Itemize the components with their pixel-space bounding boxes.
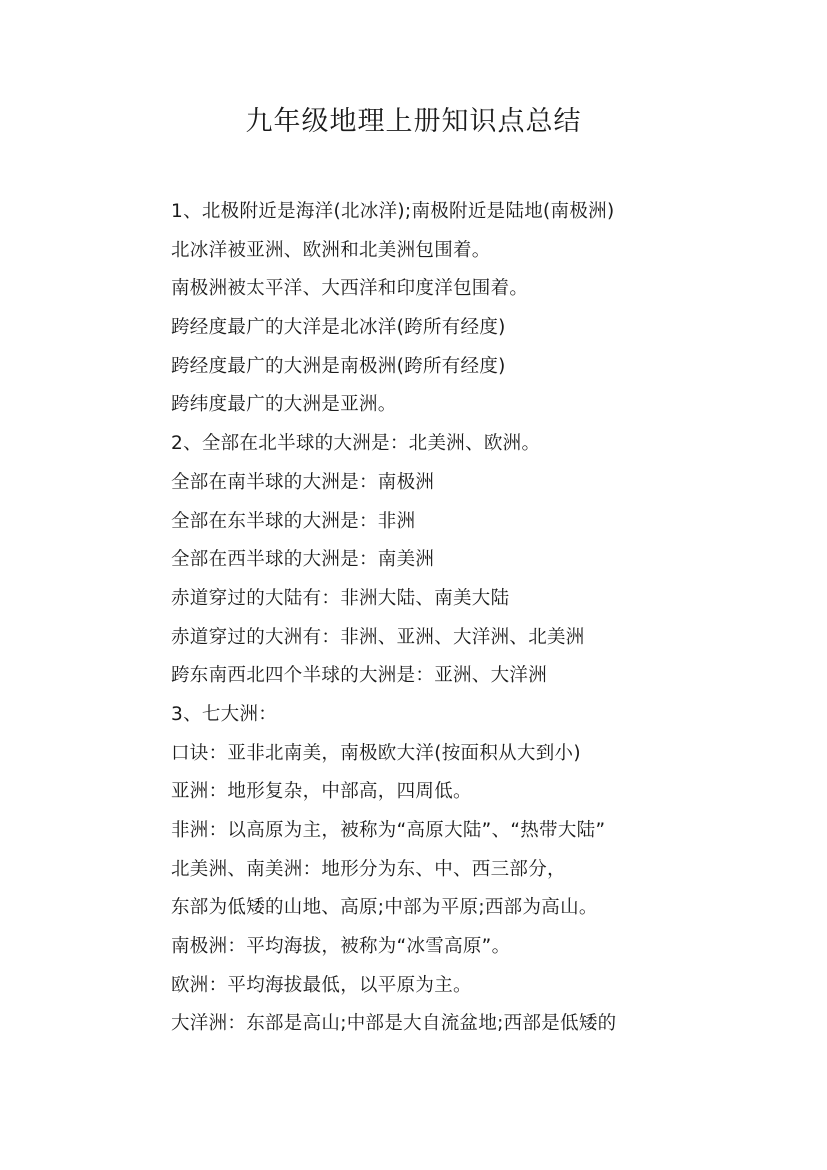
text-line: 3、七大洲： <box>171 703 278 725</box>
text-line: 北冰洋被亚洲、欧洲和北美洲包围着。 <box>171 239 491 261</box>
text-line: 口诀：亚非北南美，南极欧大洋(按面积从大到小) <box>171 742 581 764</box>
text-line: 跨经度最广的大洲是南极洲(跨所有经度) <box>171 355 506 377</box>
text-line: 跨东南西北四个半球的大洲是：亚洲、大洋洲 <box>171 665 548 687</box>
text-line: 跨经度最广的大洋是北冰洋(跨所有经度) <box>171 317 506 339</box>
text-line: 北美洲、南美洲：地形分为东、中、西三部分， <box>171 858 566 880</box>
text-line: 大洋洲：东部是高山;中部是大自流盆地;西部是低矮的 <box>171 1013 617 1035</box>
text-line: 全部在西半球的大洲是：南美洲 <box>171 549 435 571</box>
document-title: 九年级地理上册知识点总结 <box>245 106 582 137</box>
text-line: 2、全部在北半球的大洲是：北美洲、欧洲。 <box>171 433 541 455</box>
text-line: 南极洲：平均海拔，被称为“冰雪高原”。 <box>171 936 511 958</box>
text-line: 非洲：以高原为主，被称为“高原大陆”、“热带大陆” <box>171 820 606 841</box>
text-line: 跨纬度最广的大洲是亚洲。 <box>171 394 397 416</box>
text-line: 南极洲被太平洋、大西洋和印度洋包围着。 <box>171 278 529 300</box>
document-body <box>171 193 771 1044</box>
text-line: 1、北极附近是海洋(北冰洋);南极附近是陆地(南极洲) <box>171 201 615 222</box>
text-line: 赤道穿过的大洲有：非洲、亚洲、大洋洲、北美洲 <box>171 626 585 648</box>
text-line: 赤道穿过的大陆有：非洲大陆、南美大陆 <box>171 587 510 609</box>
text-line: 全部在南半球的大洲是：南极洲 <box>171 471 435 493</box>
text-line: 欧洲：平均海拔最低，以平原为主。 <box>171 974 472 996</box>
text-line: 全部在东半球的大洲是：非洲 <box>171 510 416 532</box>
text-line: 东部为低矮的山地、高原;中部为平原;西部为高山。 <box>171 897 598 919</box>
text-line: 亚洲：地形复杂，中部高，四周低。 <box>171 781 472 803</box>
